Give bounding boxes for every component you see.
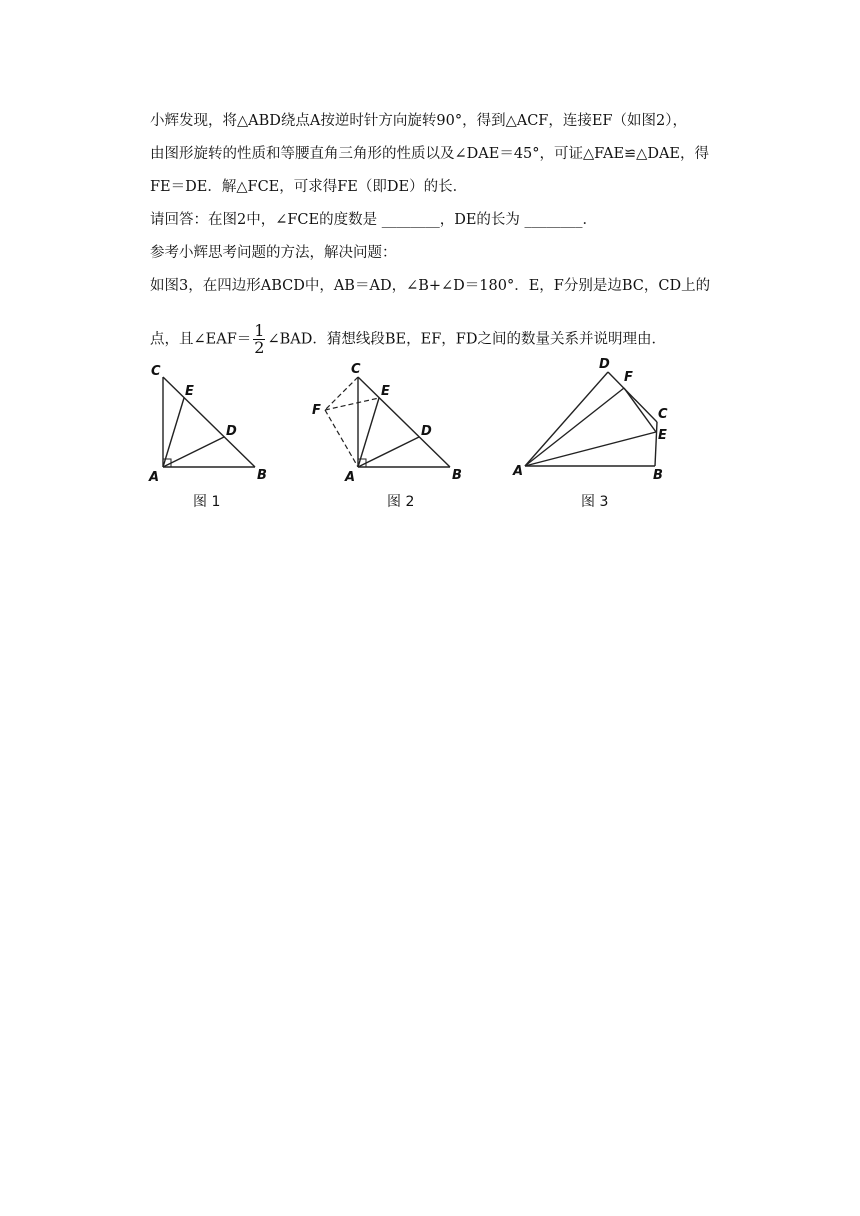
segment-ae — [358, 398, 379, 467]
figure-2-caption: 图 2 — [387, 494, 415, 510]
text-line-2: 由图形旋转的性质和等腰直角三角形的性质以及∠DAE＝45°，可证△FAE≌△DAE，得 — [150, 146, 710, 162]
label-a: A — [345, 470, 356, 485]
dashed-segment-fe — [325, 398, 379, 410]
problem-line-1: 如图3，在四边形ABCD中，AB＝AD，∠B+∠D＝180°．E，F分别是边BC，CD上的 — [150, 278, 711, 294]
segment-ad — [358, 437, 419, 467]
label-c: C — [151, 364, 161, 379]
figure-2-diagram — [305, 355, 470, 485]
segment-ae — [163, 398, 184, 467]
segment-fe — [624, 388, 656, 432]
label-c: C — [658, 407, 668, 422]
segment-bc — [655, 422, 657, 466]
label-f: F — [624, 370, 633, 385]
segment-af — [525, 388, 624, 466]
text-line-3: FE＝DE．解△FCE，可求得FE（即DE）的长． — [150, 179, 468, 195]
segment-ae — [525, 432, 656, 466]
figure-1 — [145, 355, 275, 485]
figure-2 — [305, 355, 470, 485]
segment-da — [525, 372, 608, 466]
figure-1-diagram — [145, 355, 275, 485]
figure-3-diagram — [510, 350, 680, 485]
problem-line-2-post: ∠BAD．猜想线段BE，EF，FD之间的数量关系并说明理由． — [267, 331, 666, 348]
label-b: B — [257, 468, 267, 483]
label-a: A — [149, 470, 160, 485]
label-d: D — [421, 424, 432, 439]
label-f: F — [312, 403, 321, 418]
text-line-1: 小辉发现，将△ABD绕点A按逆时针方向旋转90°，得到△ACF，连接EF（如图2）， — [150, 113, 687, 129]
figure-3 — [510, 350, 680, 485]
figure-1-caption: 图 1 — [193, 494, 221, 510]
label-b: B — [452, 468, 462, 483]
fraction-denominator: 2 — [254, 338, 265, 357]
label-e: E — [185, 384, 194, 399]
figure-3-caption: 图 3 — [581, 494, 609, 510]
segment-ad — [163, 437, 224, 467]
dashed-segment-fa — [325, 410, 358, 467]
label-b: B — [653, 468, 663, 483]
label-e: E — [658, 428, 667, 443]
label-e: E — [381, 384, 390, 399]
question-line: 请回答：在图2中，∠FCE的度数是 ________，DE的长为 ________． — [150, 212, 598, 228]
label-d: D — [599, 357, 610, 372]
label-d: D — [226, 424, 237, 439]
problem-line-2-pre: 点，且∠EAF＝ — [150, 331, 252, 348]
fraction-numerator: 1 — [254, 321, 265, 340]
fraction-one-half — [253, 323, 265, 356]
dashed-segment-cf — [325, 377, 358, 410]
label-c: C — [351, 362, 361, 377]
label-a: A — [513, 464, 524, 479]
text-line-5: 参考小辉思考问题的方法，解决问题： — [150, 245, 397, 261]
